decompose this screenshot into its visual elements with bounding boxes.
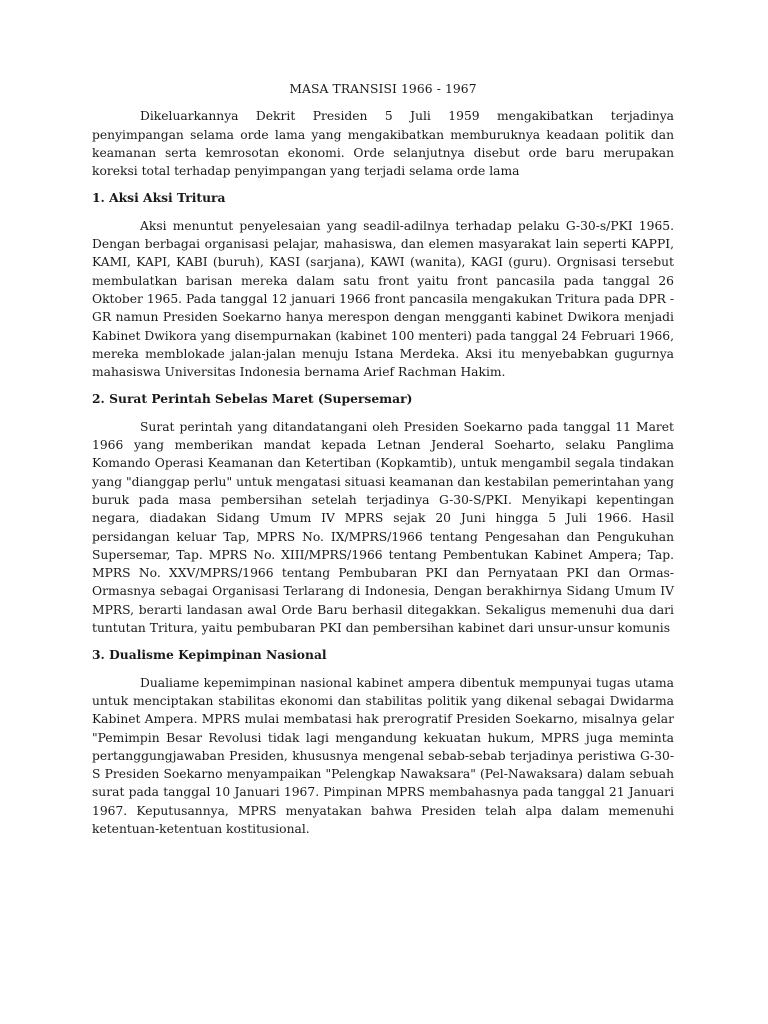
document-page (92, 80, 674, 847)
section-heading-aksi-tritura: 1. Aksi Aksi Tritura (92, 190, 226, 206)
section-heading-supersemar: 2. Surat Perintah Sebelas Maret (Supersemar) (92, 391, 413, 407)
section-paragraph-aksi-tritura: Aksi menuntut penyelesaian yang seadil-adilnya terhadap pelaku G-30-s/PKI 1965. Dengan berbagai organisasi pelajar, mahasiswa, dan elemen masyarakat lain seperti KAPPI, KAMI, KAPI, KABI (buruh), KASI (sarjana), KAWI (wanita), KAGI (guru). Orgnisasi tersebut membulatkan barisan mereka dalam satu front yaitu front pancasila pada tanggal 26 Oktober 1965. Pada tanggal 12 januari 1966 front pancasila mengakukan Tritura pada DPR - GR namun Presiden Soekarno hanya merespon dengan mengganti kabinet Dwikora menjadi Kabinet Dwikora yang disempurnakan (kabinet 100 menteri) pada tanggal 24 Februari 1966, mereka memblokade jalan-jalan menuju Istana Merdeka. Aksi itu menyebabkan gugurnya mahasiswa Universitas Indonesia bernama Arief Rachman Hakim. (92, 218, 674, 380)
section-heading-dualisme: 3. Dualisme Kepimpinan Nasional (92, 647, 327, 663)
section-paragraph-dualisme: Dualiame kepemimpinan nasional kabinet ampera dibentuk mempunyai tugas utama untuk menciptakan stabilitas ekonomi dan stabilitas politik yang dikenal sebagai Dwidarma Kabinet Ampera. MPRS mulai membatasi hak prerogratif Presiden Soekarno, misalnya gelar "Pemimpin Besar Revolusi tidak lagi mengandung kekuatan hukum, MPRS juga meminta pertanggungjawaban Presiden, khususnya mengenal sebab-sebab terjadinya peristiwa G-30-S Presiden Soekarno menyampaikan "Pelengkap Nawaksara" (Pel-Nawaksara) dalam sebuah surat pada tanggal 10 Januari 1967. Pimpinan MPRS membahasnya pada tanggal 21 Januari 1967. Keputusannya, MPRS menyatakan bahwa Presiden telah alpa dalam memenuhi ketentuan-ketentuan kostitusional. (92, 675, 674, 836)
document-title: MASA TRANSISI 1966 - 1967 (289, 82, 477, 96)
intro-paragraph: Dikeluarkannya Dekrit Presiden 5 Juli 1959 mengakibatkan terjadinya penyimpangan selama orde lama yang mengakibatkan memburuknya keadaan politik dan keamanan serta kemrosotan ekonomi. Orde selanjutnya disebut orde baru merupakan koreksi total terhadap penyimpangan yang terjadi selama orde lama (92, 109, 674, 179)
section-paragraph-supersemar: Surat perintah yang ditandatangani oleh Presiden Soekarno pada tanggal 11 Maret 1966 yang memberikan mandat kepada Letnan Jenderal Soeharto, selaku Panglima Komando Operasi Keamanan dan Ketertiban (Kopkamtib), untuk mengambil segala tindakan yang "dianggap perlu" untuk mengatasi situasi keamanan dan kestabilan pemerintahan yang buruk pada masa pembersihan setelah terjadinya G-30-S/PKI. Menyikapi kepentingan negara, diadakan Sidang Umum IV MPRS sejak 20 Juni hingga 5 Juli 1966. Hasil persidangan keluar Tap, MPRS No. IX/MPRS/1966 tentang Pengesahan dan Pengukuhan Supersemar, Tap. MPRS No. XIII/MPRS/1966 tentang Pembentukan Kabinet Ampera; Tap. MPRS No. XXV/MPRS/1966 tentang Pembubaran PKI dan Pernyataan PKI dan Ormas-Ormasnya sebagai Organisasi Terlarang di Indonesia, Dengan berakhirnya Sidang Umum IV MPRS, berarti landasan awal Orde Baru berhasil ditegakkan. Sekaligus memenuhi dua dari tuntutan Tritura, yaitu pembubaran PKI dan pembersihan kabinet dari unsur-unsur komunis (92, 419, 674, 636)
